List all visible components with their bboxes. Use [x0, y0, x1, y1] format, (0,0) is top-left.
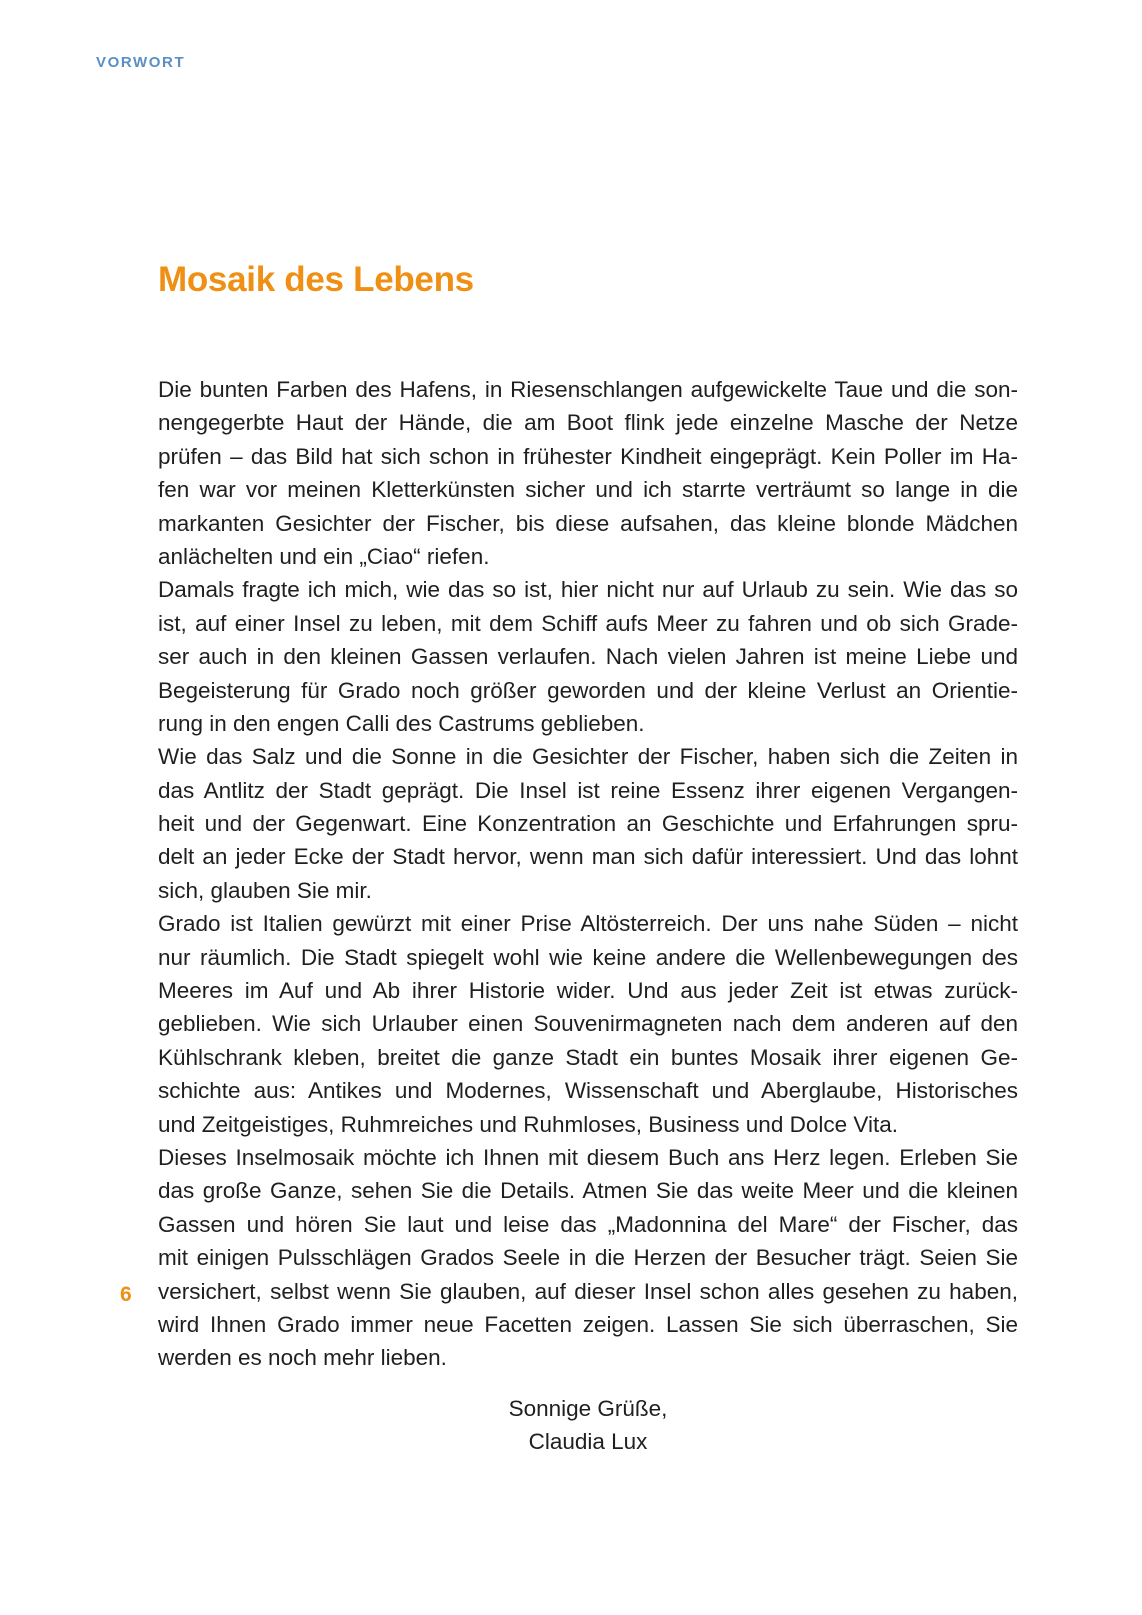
text-line: Meeres im Auf und Ab ihrer Historie wider. Und aus jeder Zeit ist etwas zurück-	[158, 978, 1018, 1004]
running-head: VORWORT	[96, 54, 186, 71]
body-text	[158, 373, 1018, 1375]
text-line: nengegerbte Haut der Hände, die am Boot flink jede einzelne Masche der Netze	[158, 410, 1018, 436]
text-line: Gassen und hören Sie laut und leise das „Madonnina del Mare“ der Fischer, das	[158, 1211, 1018, 1237]
text-line: ist, auf einer Insel zu leben, mit dem Schiff aufs Meer zu fahren und ob sich Grade-	[158, 610, 1018, 636]
text-line: Die bunten Farben des Hafens, in Riesenschlangen aufgewickelte Taue und die son-	[158, 377, 1018, 402]
signoff-greeting: Sonnige Grüße,	[508, 1396, 668, 1421]
text-line: sich, glauben Sie mir.	[158, 877, 372, 903]
text-line: das große Ganze, sehen Sie die Details. Atmen Sie das weite Meer und die kleinen	[158, 1178, 1018, 1204]
text-line: anlächelten und ein „Ciao“ riefen.	[158, 543, 490, 569]
chapter-title: Mosaik des Lebens	[158, 260, 474, 299]
text-line: prüfen – das Bild hat sich schon in frühester Kindheit eingeprägt. Kein Poller im Ha-	[158, 443, 1018, 469]
text-line: geblieben. Wie sich Urlauber einen Souvenirmagneten nach dem anderen auf den	[158, 1011, 1018, 1037]
text-line: Dieses Inselmosaik möchte ich Ihnen mit diesem Buch ans Herz legen. Erleben Sie	[158, 1144, 1018, 1170]
signoff-author: Claudia Lux	[528, 1429, 648, 1455]
text-line: Grado ist Italien gewürzt mit einer Prise Altösterreich. Der uns nahe Süden – nicht	[158, 911, 1018, 937]
text-line: mit einigen Pulsschlägen Grados Seele in die Herzen der Besucher trägt. Seien Sie	[158, 1245, 1018, 1271]
text-line: schichte aus: Antikes und Modernes, Wissenschaft und Aberglaube, Historisches	[158, 1078, 1018, 1104]
text-line: wird Ihnen Grado immer neue Facetten zeigen. Lassen Sie sich überraschen, Sie	[158, 1311, 1018, 1337]
text-line: nur räumlich. Die Stadt spiegelt wohl wie keine andere die Wellenbewegungen des	[158, 944, 1018, 970]
signoff	[158, 1392, 1018, 1459]
text-line: heit und der Gegenwart. Eine Konzentration an Geschichte und Erfahrungen spru-	[158, 811, 1018, 837]
text-line: und Zeitgeistiges, Ruhmreiches und Ruhmloses, Business und Dolce Vita.	[158, 1111, 898, 1137]
text-line: werden es noch mehr lieben.	[158, 1345, 447, 1371]
text-line: ser auch in den kleinen Gassen verlaufen. Nach vielen Jahren ist meine Liebe und	[158, 644, 1018, 670]
text-line: fen war vor meinen Kletterkünsten sicher und ich starrte verträumt so lange in die	[158, 477, 1018, 503]
text-line: rung in den engen Calli des Castrums geblieben.	[158, 710, 645, 736]
text-line: Wie das Salz und die Sonne in die Gesichter der Fischer, haben sich die Zeiten in	[158, 744, 1018, 770]
text-line: das Antlitz der Stadt geprägt. Die Insel ist reine Essenz ihrer eigenen Vergangen-	[158, 777, 1018, 803]
text-line: markanten Gesichter der Fischer, bis diese aufsahen, das kleine blonde Mädchen	[158, 510, 1018, 536]
text-line: versichert, selbst wenn Sie glauben, auf dieser Insel schon alles gesehen zu haben,	[158, 1278, 1018, 1304]
text-line: Kühlschrank kleben, breitet die ganze Stadt ein buntes Mosaik ihrer eigenen Ge-	[158, 1044, 1018, 1070]
page-number: 6	[120, 1283, 132, 1306]
text-line: delt an jeder Ecke der Stadt hervor, wenn man sich dafür interessiert. Und das lohnt	[158, 844, 1018, 870]
text-line: Damals fragte ich mich, wie das so ist, hier nicht nur auf Urlaub zu sein. Wie das so	[158, 577, 1018, 603]
text-line: Begeisterung für Grado noch größer geworden und der kleine Verlust an Orientie-	[158, 677, 1018, 703]
